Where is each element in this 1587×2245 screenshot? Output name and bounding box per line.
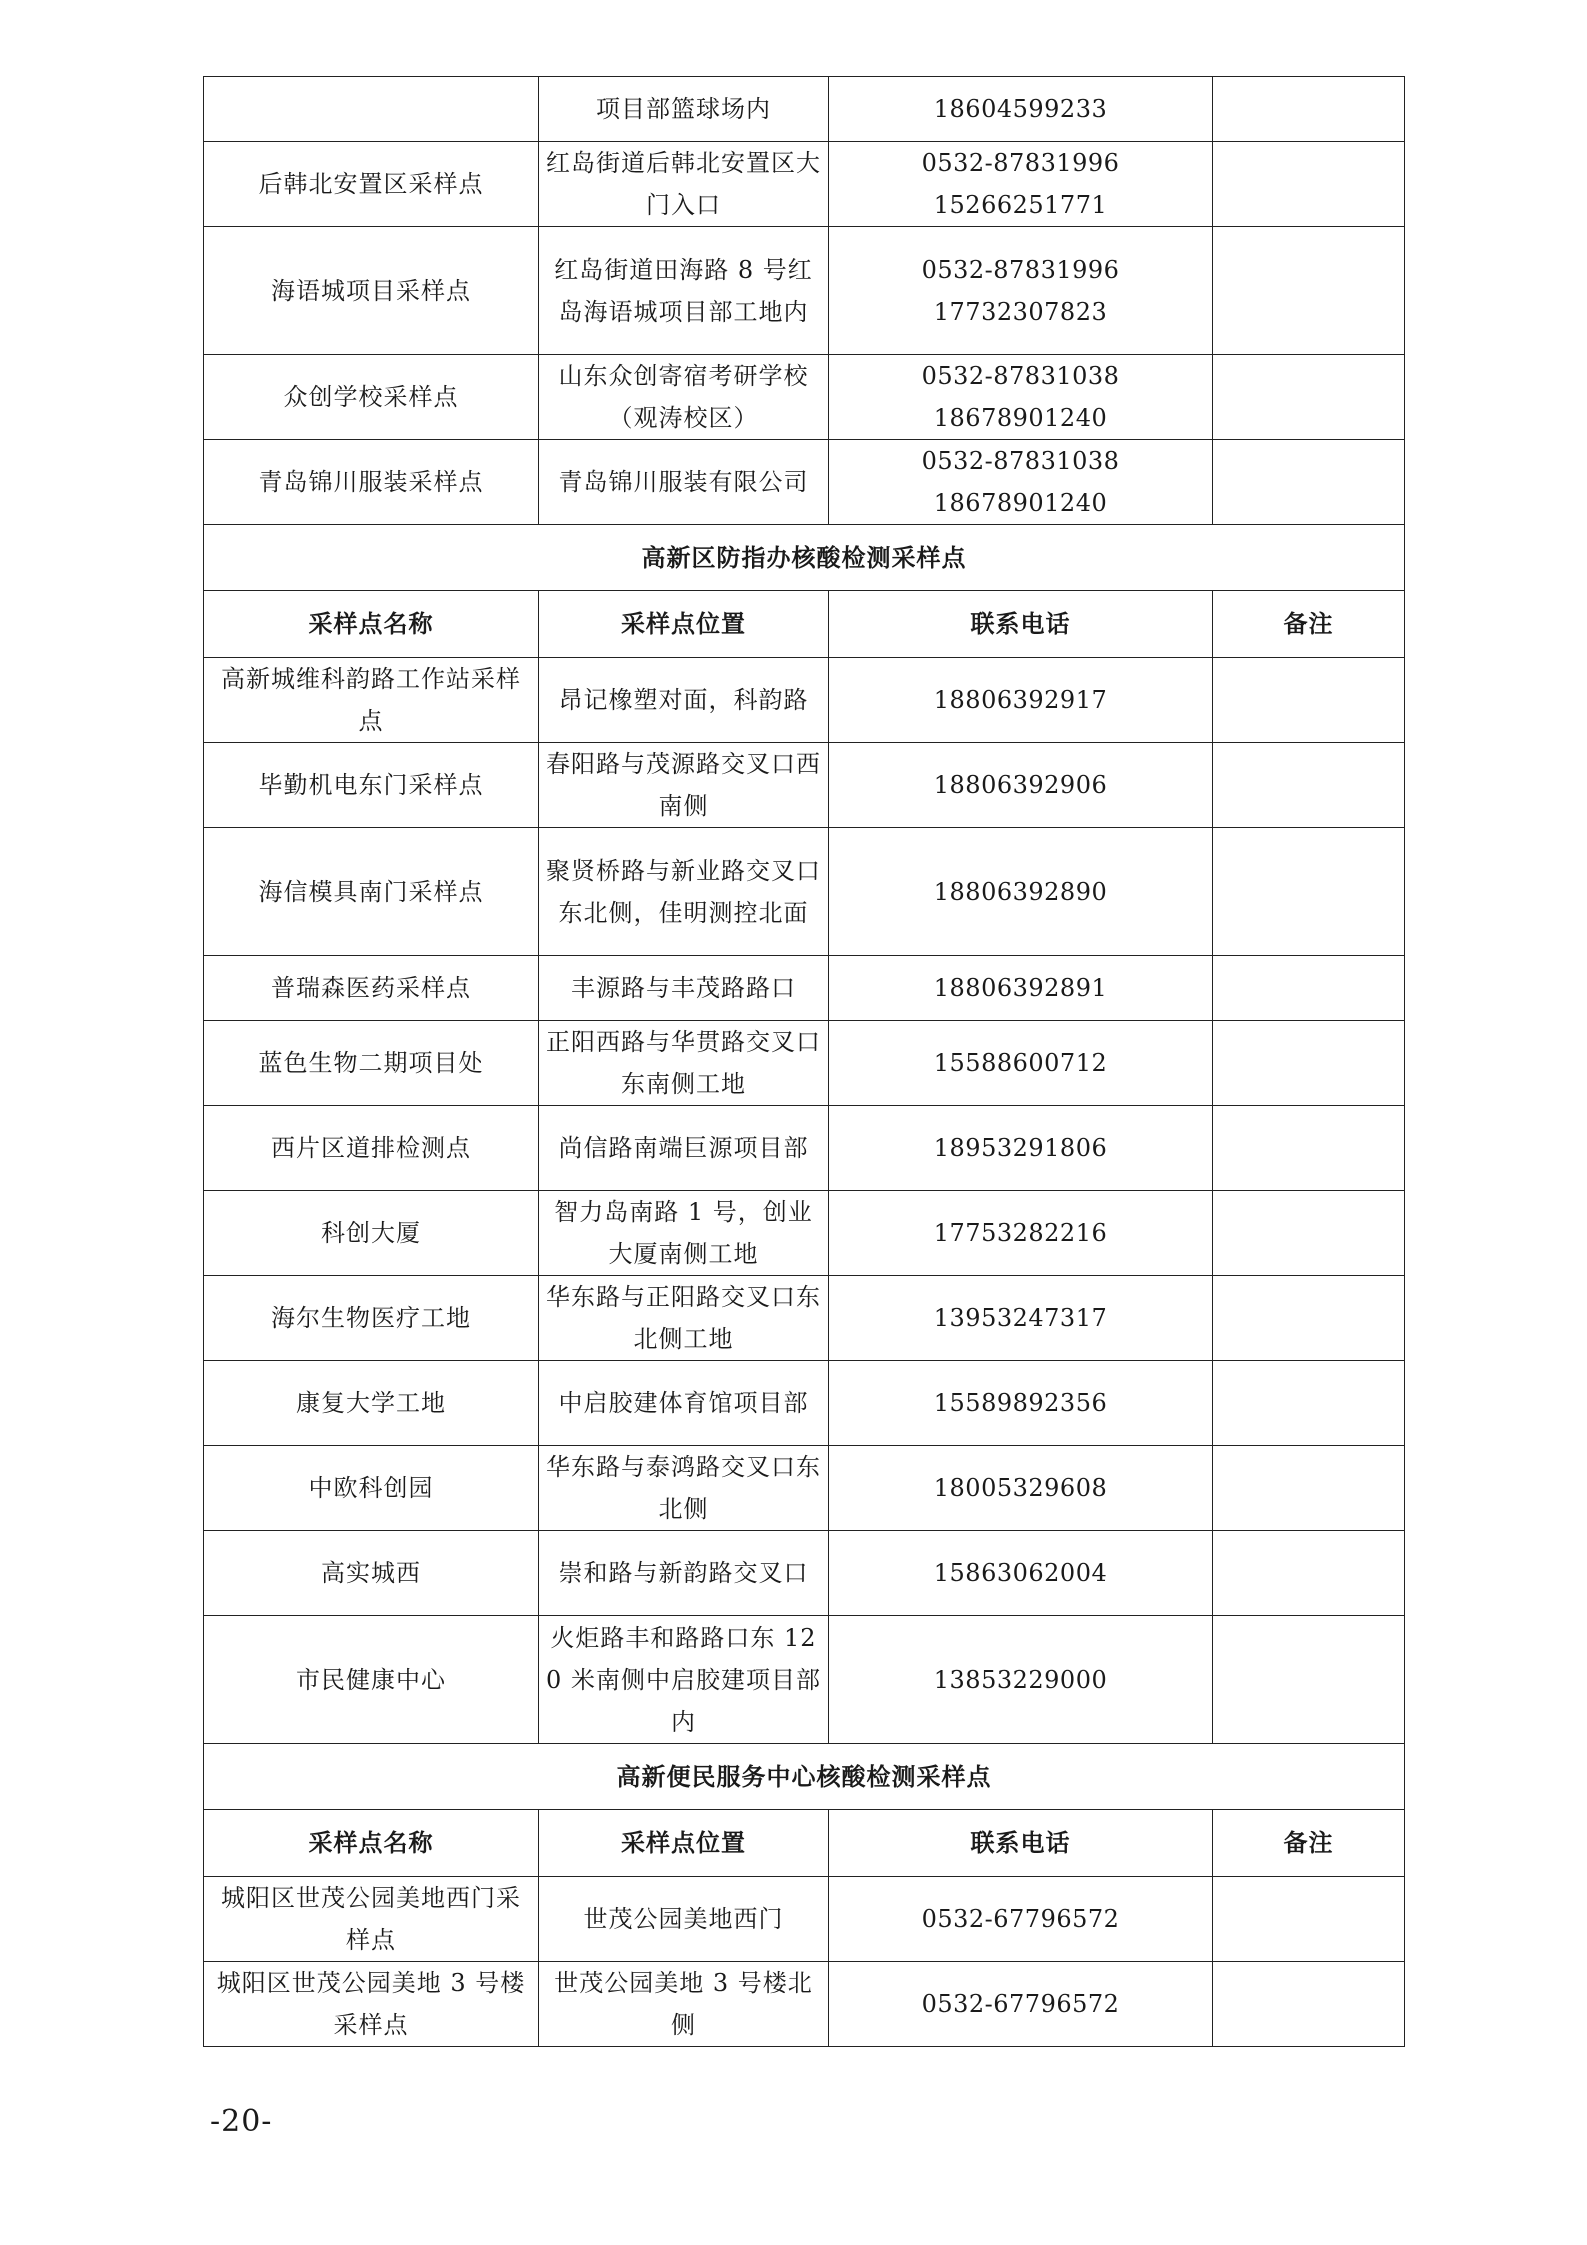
- phone-cell: 18005329608: [829, 1446, 1213, 1531]
- site-name-cell: 海尔生物医疗工地: [204, 1276, 539, 1361]
- table-row: [204, 355, 1405, 440]
- note-cell: [1213, 1021, 1405, 1106]
- note-cell: [1213, 1361, 1405, 1446]
- table-row: [204, 227, 1405, 355]
- site-location-cell: 山东众创寄宿考研学校（观涛校区）: [539, 355, 829, 440]
- phone-cell: 13953247317: [829, 1276, 1213, 1361]
- table-row: [204, 440, 1405, 525]
- column-header-location: 采样点位置: [539, 1810, 829, 1877]
- phone-cell: 15589892356: [829, 1361, 1213, 1446]
- site-location-cell: 火炬路丰和路路口东 120 米南侧中启胶建项目部内: [539, 1616, 829, 1744]
- note-cell: [1213, 743, 1405, 828]
- column-header-location: 采样点位置: [539, 591, 829, 658]
- site-name-cell: 蓝色生物二期项目处: [204, 1021, 539, 1106]
- phone-cell: 18953291806: [829, 1106, 1213, 1191]
- site-location-cell: 青岛锦川服装有限公司: [539, 440, 829, 525]
- section-title: 高新区防指办核酸检测采样点: [204, 525, 1405, 591]
- site-location-cell: 世茂公园美地 3 号楼北侧: [539, 1962, 829, 2047]
- site-location-cell: 世茂公园美地西门: [539, 1877, 829, 1962]
- table-row: [204, 1446, 1405, 1531]
- site-name-cell: 众创学校采样点: [204, 355, 539, 440]
- site-name-cell: 城阳区世茂公园美地西门采样点: [204, 1877, 539, 1962]
- site-name-cell: 市民健康中心: [204, 1616, 539, 1744]
- note-cell: [1213, 1616, 1405, 1744]
- site-location-cell: 中启胶建体育馆项目部: [539, 1361, 829, 1446]
- note-cell: [1213, 1446, 1405, 1531]
- site-location-cell: 昂记橡塑对面，科韵路: [539, 658, 829, 743]
- column-header-note: 备注: [1213, 1810, 1405, 1877]
- phone-cell: 18806392917: [829, 658, 1213, 743]
- table-row: [204, 1616, 1405, 1744]
- site-name-cell: 后韩北安置区采样点: [204, 142, 539, 227]
- note-cell: [1213, 1962, 1405, 2047]
- site-location-cell: 红岛街道田海路 8 号红岛海语城项目部工地内: [539, 227, 829, 355]
- section-title-row: [204, 525, 1405, 591]
- table-row: [204, 1191, 1405, 1276]
- header-row: [204, 591, 1405, 658]
- site-location-cell: 正阳西路与华贯路交叉口东南侧工地: [539, 1021, 829, 1106]
- phone-cell: 0532-87831038 18678901240: [829, 440, 1213, 525]
- site-name-cell: 中欧科创园: [204, 1446, 539, 1531]
- site-location-cell: 丰源路与丰茂路路口: [539, 956, 829, 1021]
- site-name-cell: 西片区道排检测点: [204, 1106, 539, 1191]
- site-location-cell: 春阳路与茂源路交叉口西南侧: [539, 743, 829, 828]
- column-header-note: 备注: [1213, 591, 1405, 658]
- note-cell: [1213, 1531, 1405, 1616]
- table-row: [204, 1361, 1405, 1446]
- note-cell: [1213, 440, 1405, 525]
- site-name-cell: [204, 77, 539, 142]
- site-location-cell: 智力岛南路 1 号，创业大厦南侧工地: [539, 1191, 829, 1276]
- site-location-cell: 红岛街道后韩北安置区大门入口: [539, 142, 829, 227]
- table-row: [204, 828, 1405, 956]
- site-name-cell: 普瑞森医药采样点: [204, 956, 539, 1021]
- phone-cell: 15863062004: [829, 1531, 1213, 1616]
- table-row: [204, 77, 1405, 142]
- column-header-name: 采样点名称: [204, 1810, 539, 1877]
- site-name-cell: 城阳区世茂公园美地 3 号楼采样点: [204, 1962, 539, 2047]
- phone-cell: 0532-67796572: [829, 1962, 1213, 2047]
- site-name-cell: 青岛锦川服装采样点: [204, 440, 539, 525]
- table-row: [204, 743, 1405, 828]
- site-name-cell: 海语城项目采样点: [204, 227, 539, 355]
- site-location-cell: 项目部篮球场内: [539, 77, 829, 142]
- phone-cell: 18806392890: [829, 828, 1213, 956]
- site-name-cell: 科创大厦: [204, 1191, 539, 1276]
- site-name-cell: 海信模具南门采样点: [204, 828, 539, 956]
- page-number: -20-: [210, 2104, 273, 2139]
- site-location-cell: 聚贤桥路与新业路交叉口东北侧，佳明测控北面: [539, 828, 829, 956]
- table-row: [204, 142, 1405, 227]
- note-cell: [1213, 77, 1405, 142]
- note-cell: [1213, 142, 1405, 227]
- site-name-cell: 高新城维科韵路工作站采样点: [204, 658, 539, 743]
- phone-cell: 17753282216: [829, 1191, 1213, 1276]
- header-row: [204, 1810, 1405, 1877]
- note-cell: [1213, 956, 1405, 1021]
- phone-cell: 18806392891: [829, 956, 1213, 1021]
- site-location-cell: 华东路与泰鸿路交叉口东北侧: [539, 1446, 829, 1531]
- note-cell: [1213, 658, 1405, 743]
- phone-cell: 0532-87831996 17732307823: [829, 227, 1213, 355]
- table-row: [204, 1877, 1405, 1962]
- note-cell: [1213, 227, 1405, 355]
- table-row: [204, 1531, 1405, 1616]
- site-location-cell: 尚信路南端巨源项目部: [539, 1106, 829, 1191]
- phone-cell: 0532-67796572: [829, 1877, 1213, 1962]
- column-header-phone: 联系电话: [829, 1810, 1213, 1877]
- phone-cell: 13853229000: [829, 1616, 1213, 1744]
- note-cell: [1213, 1877, 1405, 1962]
- site-name-cell: 高实城西: [204, 1531, 539, 1616]
- column-header-phone: 联系电话: [829, 591, 1213, 658]
- table-row: [204, 1962, 1405, 2047]
- section-title-row: [204, 1744, 1405, 1810]
- phone-cell: 0532-87831038 18678901240: [829, 355, 1213, 440]
- table-row: [204, 1106, 1405, 1191]
- note-cell: [1213, 1106, 1405, 1191]
- site-name-cell: 毕勤机电东门采样点: [204, 743, 539, 828]
- column-header-name: 采样点名称: [204, 591, 539, 658]
- note-cell: [1213, 828, 1405, 956]
- phone-cell: 0532-87831996 15266251771: [829, 142, 1213, 227]
- table-row: [204, 658, 1405, 743]
- site-name-cell: 康复大学工地: [204, 1361, 539, 1446]
- table-row: [204, 956, 1405, 1021]
- note-cell: [1213, 355, 1405, 440]
- note-cell: [1213, 1276, 1405, 1361]
- site-location-cell: 华东路与正阳路交叉口东北侧工地: [539, 1276, 829, 1361]
- site-location-cell: 崇和路与新韵路交叉口: [539, 1531, 829, 1616]
- table-row: [204, 1021, 1405, 1106]
- note-cell: [1213, 1191, 1405, 1276]
- phone-cell: 15588600712: [829, 1021, 1213, 1106]
- phone-cell: 18806392906: [829, 743, 1213, 828]
- sampling-points-table: [203, 76, 1405, 2047]
- phone-cell: 18604599233: [829, 77, 1213, 142]
- section-title: 高新便民服务中心核酸检测采样点: [204, 1744, 1405, 1810]
- table-row: [204, 1276, 1405, 1361]
